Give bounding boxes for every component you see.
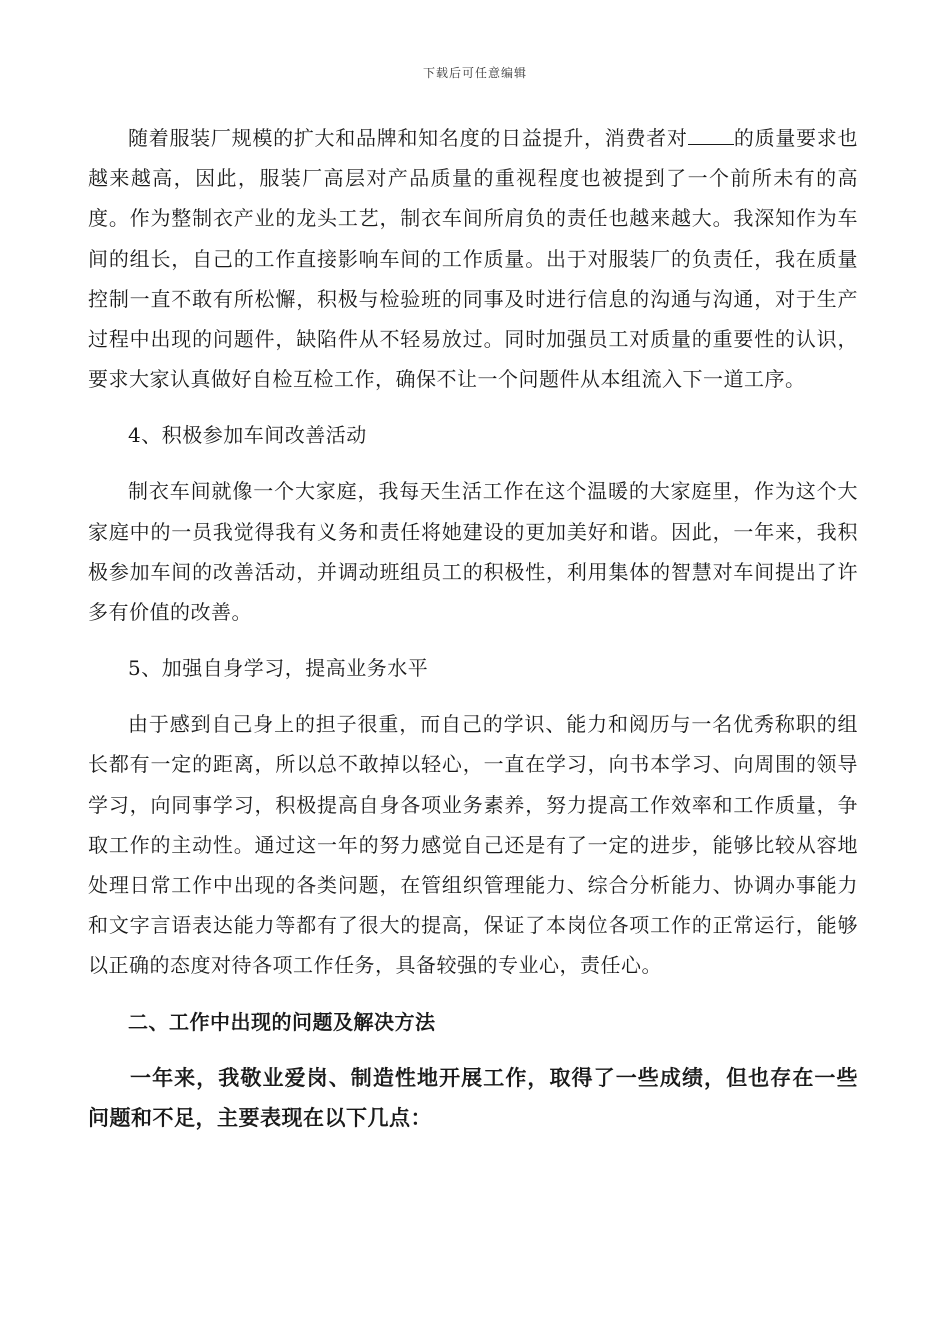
spacer	[88, 632, 858, 648]
page-header-note: 下载后可任意编辑	[422, 66, 527, 80]
paragraph-quality-control-part1: 随着服装厂规模的扩大和品牌和知名度的日益提升，消费者对	[128, 126, 688, 150]
spacer	[88, 399, 858, 415]
spacer	[88, 688, 858, 704]
section-heading-problems: 二、工作中出现的问题及解决方法	[128, 1009, 436, 1034]
spacer	[88, 455, 858, 471]
paragraph-quality-control-part2: 的质量要求也越来越高，因此，服装厂高层对产品质量的重视程度也被提到了一个前所未有的高度。作为整制衣产业的龙头工艺，制衣车间所肩负的责任也越来越大。我深知作为车间的组长，自己的工作直接影响车间的工作质量。出于对服装厂的负责任，我在质量控制一直不敢有所松懈，积极与检验班的同事及时进行信息的沟通与沟通，对于生产过程中出现的问题件，缺陷件从不轻易放过。同时加强员工对质量的重要性的认识，要求大家认真做好自检互检工作，确保不让一个问题件从本组流入下一道工序。	[88, 126, 859, 392]
section-heading-4: 4、积极参加车间改善活动	[128, 423, 367, 448]
paragraph-self-study: 由于感到自己身上的担子很重，而自己的学识、能力和阅历与一名优秀称职的组长都有一定的距离，所以总不敢掉以轻心，一直在学习，向书本学习、向周围的领导学习，向同事学习，积极提高自身各项业务素养，努力提高工作效率和工作质量，争取工作的主动性。通过这一年的努力感觉自己还是有了一定的进步，能够比较从容地处理日常工作中出现的各类问题，在管组织管理能力、综合分析能力、协调办事能力和文字言语表达能力等都有了很大的提高，保证了本岗位各项工作的正常运行，能够以正确的态度对待各项工作任务，具备较强的专业心，责任心。	[88, 712, 858, 978]
document-body	[88, 118, 858, 1138]
paragraph-improvement-activity: 制衣车间就像一个大家庭，我每天生活工作在这个温暖的大家庭里，作为这个大家庭中的一员我觉得我有义务和责任将她建设的更加美好和谐。因此，一年来，我积极参加车间的改善活动，并调动班组员工的积极性，利用集体的智慧对车间提出了许多有价值的改善。	[88, 479, 858, 625]
fill-in-blank	[688, 126, 734, 145]
section-heading-5: 5、加强自身学习，提高业务水平	[128, 656, 429, 681]
spacer	[88, 986, 858, 1002]
paragraph-problems-intro: 一年来，我敬业爱岗、制造性地开展工作，取得了一些成绩，但也存在一些问题和不足，主要表现在以下几点：	[88, 1064, 858, 1130]
spacer	[88, 1042, 858, 1058]
paragraph-quality-control	[88, 118, 858, 399]
